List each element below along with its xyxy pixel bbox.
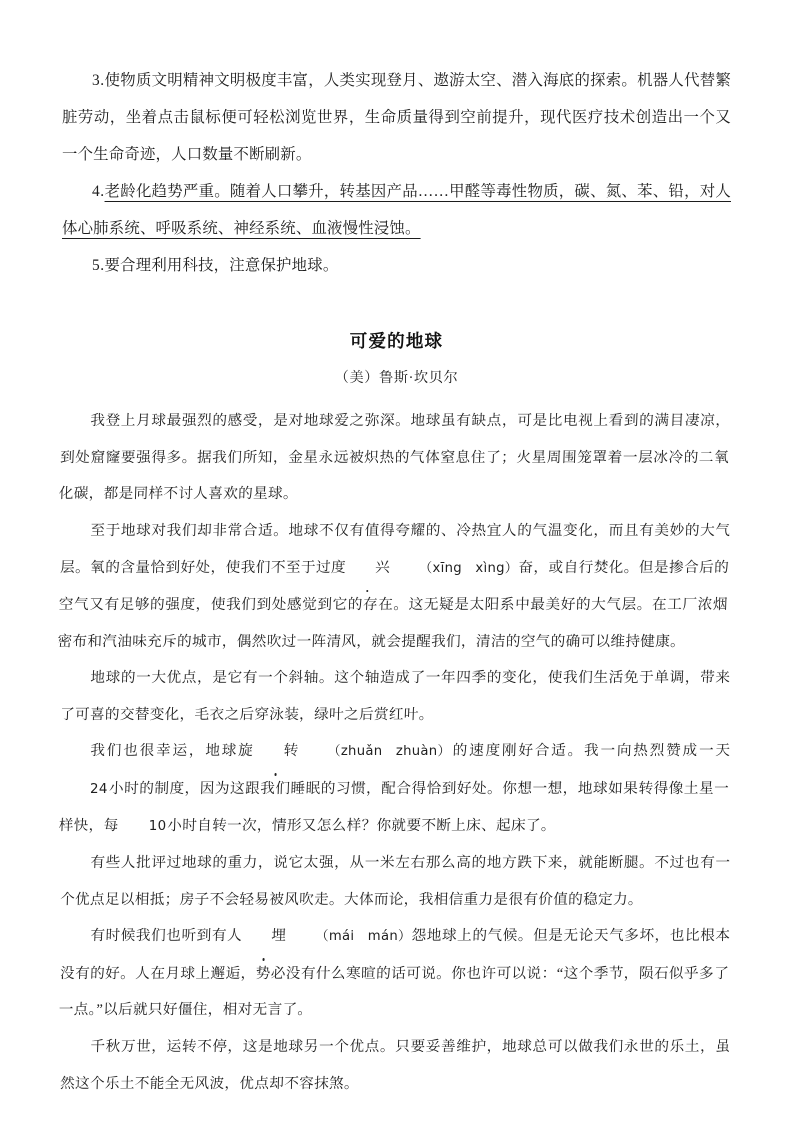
answer-item-3-text: 使物质文明精神文明极度丰富，人类实现登月、遨游太空、潜入海底的探索。机器人代替繁脏劳动，坐着点击鼠标便可轻松浏览世界，生命质量得到空前提升，现代医疗技术创造出一个又一个生命奇迹，人口数量不断刷新。: [62, 72, 731, 163]
emphasis-dot-char: 转: [254, 733, 299, 770]
paragraph-text: 的速度刚好合适。我一向热烈赞成一天: [450, 742, 731, 759]
article-paragraph-p3: [59, 660, 731, 733]
pinyin-gloss: （mái mán）: [315, 929, 412, 944]
answer-item-5: [62, 247, 731, 284]
answer-item-4: [62, 173, 731, 247]
paragraph-text: 怨地球上的气候。但是无论天气多坏，也比根本没有的好。人在月球上邂逅，势必没有什么寒暄的话可说。你也许可以说：“这个季节，陨石似乎多了一点。”以后就只好僵住，相对无言了。: [58, 928, 731, 1018]
emphasis-dot-char: 埋: [242, 918, 287, 955]
paragraph-text: 小时的制度，因为这跟我们睡眠的习惯，配合得恰到好处。你想一想，地球如果转得像土星一样快，每: [58, 780, 730, 834]
inline-number: 10: [148, 818, 167, 834]
article-paragraph-p1: [58, 403, 731, 513]
paragraph-text: 有时候我们也听到有人: [90, 928, 243, 944]
article-paragraph-p7: [59, 1029, 731, 1102]
answer-item-3: [62, 62, 731, 173]
inline-number: 24: [90, 781, 108, 796]
paragraph-text: 我登上月球最强烈的感受，是对地球爱之弥深。地球虽有缺点，可是比电视上看到的满目凄凉，到处窟窿要强得多。据我们所知，金星永远被炽热的气体窒息住了；火星周围笼罩着一层冰冷的二氧化碳，都是同样不讨人喜欢的星球。: [58, 413, 731, 502]
answer-item-5-text: 要合理利用科技，注意保护地球。: [104, 257, 339, 274]
emphasis-dot-char: 兴: [345, 549, 390, 586]
article-paragraph-p4: [58, 733, 731, 846]
article-paragraph-p5: [59, 845, 731, 918]
article-paragraph-p6: [58, 918, 731, 1029]
pinyin-gloss: （zhuǎn zhuàn）: [327, 743, 452, 759]
paragraph-text: 我们也很幸运，地球旋: [90, 742, 255, 759]
pinyin-gloss: （xīng xìng）: [419, 560, 519, 575]
answer-item-3-number: 3.: [92, 72, 105, 89]
answer-item-4-number: 4.: [92, 183, 105, 200]
article-title: 可爱的地球: [349, 332, 444, 352]
paragraph-text: 小时自转一次，情形又怎么样？你就要不断上床、起床了。: [167, 817, 557, 834]
answer-item-5-number: 5.: [92, 257, 105, 274]
paragraph-text: 有些人批评过地球的重力，说它太强，从一米左右那么高的地方跌下来，就能断腿。不过也有一个优点足以相抵；房子不会轻易被风吹走。大体而论，我相信重力是很有价值的稳定力。: [59, 855, 731, 908]
paragraph-text: 至于地球对我们却非常合适。地球不仅有值得夸耀的、冷热宜人的气温变化，而且有美妙的大气层。氧的含量恰到好处，使我们不至于过度: [59, 522, 731, 575]
answer-item-list: [62, 62, 731, 284]
paragraph-text: 千秋万世，运转不停，这是地球另一个优点。只要妥善维护，地球总可以做我们永世的乐土，虽然这个乐土不能全无风波，优点却不容抹煞。: [59, 1038, 731, 1091]
article-body: [57, 403, 731, 1102]
article-paragraph-p2: [57, 513, 731, 660]
article-byline: （美）鲁斯·坎贝尔: [334, 370, 459, 386]
paragraph-text: 奋，或自行焚化。但是掺合后的空气又有足够的强度，使我们到处感觉到它的存在。这无疑是太阳系中最美好的大气层。在工厂浓烟密布和汽油味充斥的城市，偶然吹过一阵清风，就会提醒我们，清洁的空气的确可以维持健康。: [57, 559, 730, 649]
paragraph-text: 地球的一大优点，是它有一个斜轴。这个轴造成了一年四季的变化，使我们生活免于单调，带来了可喜的交替变化，毛衣之后穿泳装，绿叶之后赏红叶。: [59, 669, 731, 722]
answer-item-4-text: 老龄化趋势严重。随着人口攀升，转基因产品……甲醛等毒性物质，碳、氮、苯、铅，对人体心肺系统、呼吸系统、神经系统、血液慢性浸蚀。: [62, 183, 731, 237]
